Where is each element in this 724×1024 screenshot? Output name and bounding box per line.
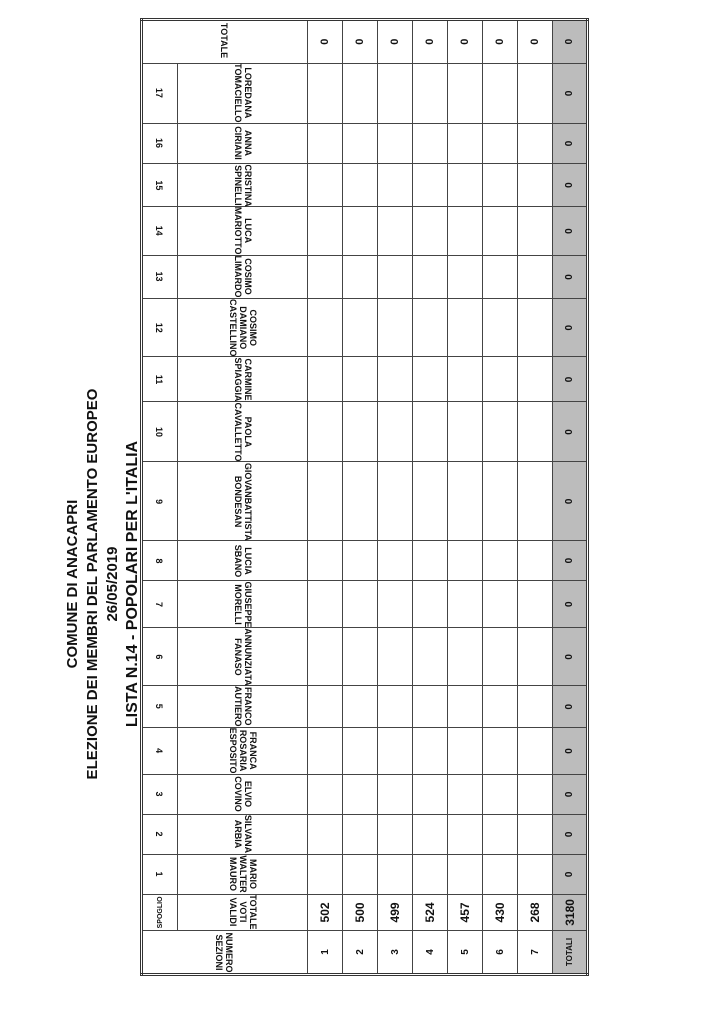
table-row <box>343 19 378 974</box>
spoglio-label: SPOGLIO <box>142 894 178 930</box>
candidate-name: MARIO WALTER MAURO <box>178 854 308 894</box>
candidate-name: LUCA MARIOTTO <box>178 207 308 256</box>
candidate-number: 5 <box>142 686 178 728</box>
candidate-number: 7 <box>142 581 178 628</box>
candidate-number: 11 <box>142 357 178 402</box>
candidate-number: 15 <box>142 163 178 206</box>
vote-cell <box>413 814 448 854</box>
candidate-total: 0 <box>553 727 588 774</box>
vote-cell <box>343 402 378 462</box>
candidate-name: FRANCA ROSARIA ESPOSITO <box>178 727 308 774</box>
candidate-total: 0 <box>553 628 588 686</box>
totals-row <box>553 19 588 974</box>
table-row <box>483 19 518 974</box>
vote-cell <box>518 123 553 163</box>
row-totale: 0 <box>308 19 343 63</box>
validi-header: TOTALE VOTI VALIDI <box>178 894 308 930</box>
candidate-total: 0 <box>553 357 588 402</box>
vote-cell <box>413 402 448 462</box>
vote-cell <box>413 207 448 256</box>
vote-cell <box>518 854 553 894</box>
table-row <box>413 19 448 974</box>
vote-cell <box>448 814 483 854</box>
row-totale: 0 <box>448 19 483 63</box>
candidate-total: 0 <box>553 298 588 357</box>
vote-cell <box>378 402 413 462</box>
vote-cell <box>483 814 518 854</box>
candidate-name: ANNA CIRIANI <box>178 123 308 163</box>
vote-cell <box>378 163 413 206</box>
vote-cell <box>448 462 483 541</box>
vote-cell <box>378 727 413 774</box>
vote-cell <box>378 255 413 298</box>
vote-cell <box>483 541 518 581</box>
table-row <box>448 19 483 974</box>
vote-cell <box>483 163 518 206</box>
candidate-name: LOREDANA TOMACIELLO <box>178 63 308 123</box>
vote-cell <box>448 63 483 123</box>
candidate-total: 0 <box>553 255 588 298</box>
header-numbers-row <box>142 19 178 974</box>
vote-cell <box>308 854 343 894</box>
vote-cell <box>308 774 343 814</box>
vote-cell <box>483 402 518 462</box>
candidate-number: 17 <box>142 63 178 123</box>
vote-cell <box>518 628 553 686</box>
candidate-total: 0 <box>553 207 588 256</box>
vote-cell <box>308 541 343 581</box>
vote-cell <box>378 581 413 628</box>
table-row <box>378 19 413 974</box>
candidate-total: 0 <box>553 402 588 462</box>
voti-validi: 524 <box>413 894 448 930</box>
vote-cell <box>483 298 518 357</box>
vote-cell <box>518 814 553 854</box>
vote-cell <box>413 123 448 163</box>
candidate-name: GIOVANBATTISTA BONDESAN <box>178 462 308 541</box>
candidate-total: 0 <box>553 163 588 206</box>
vote-cell <box>378 628 413 686</box>
vote-cell <box>308 163 343 206</box>
vote-cell <box>343 462 378 541</box>
candidate-total: 0 <box>553 854 588 894</box>
vote-cell <box>378 207 413 256</box>
vote-cell <box>483 207 518 256</box>
candidate-number: 1 <box>142 854 178 894</box>
vote-cell <box>343 854 378 894</box>
vote-cell <box>448 628 483 686</box>
candidate-name: COSIMO LIMARDO <box>178 255 308 298</box>
vote-cell <box>483 123 518 163</box>
candidate-name: FRANCO AUTIERO <box>178 686 308 728</box>
voti-validi: 502 <box>308 894 343 930</box>
candidate-number: 16 <box>142 123 178 163</box>
vote-cell <box>378 298 413 357</box>
candidate-name: LUCIA SBANO <box>178 541 308 581</box>
candidate-number: 13 <box>142 255 178 298</box>
candidate-total: 0 <box>553 63 588 123</box>
vote-cell <box>518 163 553 206</box>
vote-cell <box>413 462 448 541</box>
vote-cell <box>308 123 343 163</box>
candidate-number: 8 <box>142 541 178 581</box>
candidate-number: 2 <box>142 814 178 854</box>
vote-cell <box>378 123 413 163</box>
sezione-number: 5 <box>448 931 483 975</box>
candidate-total: 0 <box>553 541 588 581</box>
vote-cell <box>518 774 553 814</box>
vote-cell <box>308 357 343 402</box>
vote-cell <box>448 298 483 357</box>
vote-cell <box>343 774 378 814</box>
candidate-name: COSIMO DAMIANO CASTELLINO <box>178 298 308 357</box>
vote-cell <box>483 581 518 628</box>
vote-cell <box>343 298 378 357</box>
vote-cell <box>448 774 483 814</box>
vote-cell <box>308 462 343 541</box>
candidate-number: 14 <box>142 207 178 256</box>
vote-cell <box>448 357 483 402</box>
vote-cell <box>378 854 413 894</box>
sezione-number: 7 <box>518 931 553 975</box>
vote-cell <box>413 774 448 814</box>
vote-cell <box>483 774 518 814</box>
vote-cell <box>308 298 343 357</box>
vote-cell <box>308 686 343 728</box>
vote-cell <box>448 402 483 462</box>
vote-cell <box>343 541 378 581</box>
vote-cell <box>343 63 378 123</box>
vote-cell <box>343 581 378 628</box>
sezione-number: 1 <box>308 931 343 975</box>
vote-cell <box>483 628 518 686</box>
vote-cell <box>343 814 378 854</box>
vote-cell <box>413 628 448 686</box>
row-totale: 0 <box>483 19 518 63</box>
row-totale: 0 <box>378 19 413 63</box>
vote-cell <box>483 255 518 298</box>
candidate-name: SILVANA ARBIA <box>178 814 308 854</box>
header-names-row <box>178 19 308 974</box>
vote-cell <box>378 814 413 854</box>
candidate-number: 9 <box>142 462 178 541</box>
vote-cell <box>308 727 343 774</box>
candidate-number: 4 <box>142 727 178 774</box>
candidate-name: ANNUNZIATA FANASO <box>178 628 308 686</box>
candidate-total: 0 <box>553 774 588 814</box>
row-totale: 0 <box>518 19 553 63</box>
vote-cell <box>308 63 343 123</box>
totale-header: TOTALE <box>142 19 308 63</box>
totali-validi: 3180 <box>553 894 588 930</box>
vote-cell <box>413 854 448 894</box>
header-date: 26/05/2019 <box>104 546 121 622</box>
vote-cell <box>448 686 483 728</box>
vote-cell <box>308 402 343 462</box>
vote-cell <box>448 541 483 581</box>
vote-cell <box>343 628 378 686</box>
totali-label: TOTALI <box>553 931 588 975</box>
vote-cell <box>518 207 553 256</box>
vote-cell <box>518 541 553 581</box>
vote-cell <box>483 854 518 894</box>
candidate-number: 3 <box>142 774 178 814</box>
results-table <box>140 18 589 976</box>
candidate-total: 0 <box>553 581 588 628</box>
voti-validi: 268 <box>518 894 553 930</box>
vote-cell <box>308 207 343 256</box>
vote-cell <box>413 63 448 123</box>
vote-cell <box>448 123 483 163</box>
header-lista: LISTA N.14 - POPOLARI PER L'ITALIA <box>124 440 141 728</box>
candidate-name: PAOLA CAVALLETTO <box>178 402 308 462</box>
vote-cell <box>378 63 413 123</box>
candidate-number: 6 <box>142 628 178 686</box>
vote-cell <box>518 357 553 402</box>
vote-cell <box>483 357 518 402</box>
table-row <box>308 19 343 974</box>
table-row <box>518 19 553 974</box>
vote-cell <box>413 541 448 581</box>
vote-cell <box>483 63 518 123</box>
voti-validi: 430 <box>483 894 518 930</box>
vote-cell <box>518 581 553 628</box>
candidate-total: 0 <box>553 462 588 541</box>
vote-cell <box>448 727 483 774</box>
candidate-name: CRISTINA SPINELLI <box>178 163 308 206</box>
vote-cell <box>413 298 448 357</box>
header-elezione: ELEZIONE DEI MEMBRI DEL PARLAMENTO EUROPEO <box>84 388 101 780</box>
vote-cell <box>518 462 553 541</box>
voti-validi: 500 <box>343 894 378 930</box>
vote-cell <box>343 727 378 774</box>
candidate-name: CARMINE SPIAGGIA <box>178 357 308 402</box>
sezione-number: 2 <box>343 931 378 975</box>
sezione-header: NUMERO SEZIONI <box>142 931 308 975</box>
vote-cell <box>483 727 518 774</box>
candidate-total: 0 <box>553 123 588 163</box>
voti-validi: 457 <box>448 894 483 930</box>
vote-cell <box>448 255 483 298</box>
vote-cell <box>413 581 448 628</box>
vote-cell <box>378 541 413 581</box>
candidate-number: 12 <box>142 298 178 357</box>
vote-cell <box>448 581 483 628</box>
vote-cell <box>518 727 553 774</box>
vote-cell <box>448 854 483 894</box>
sezione-number: 4 <box>413 931 448 975</box>
row-totale: 0 <box>413 19 448 63</box>
candidate-total: 0 <box>553 814 588 854</box>
vote-cell <box>483 686 518 728</box>
vote-cell <box>343 686 378 728</box>
vote-cell <box>518 402 553 462</box>
vote-cell <box>448 163 483 206</box>
candidate-name: ELVIO COVINO <box>178 774 308 814</box>
vote-cell <box>308 628 343 686</box>
vote-cell <box>413 255 448 298</box>
vote-cell <box>343 123 378 163</box>
sezione-number: 6 <box>483 931 518 975</box>
vote-cell <box>518 298 553 357</box>
vote-cell <box>378 357 413 402</box>
header-comune: COMUNE DI ANACAPRI <box>64 499 81 669</box>
vote-cell <box>413 686 448 728</box>
grand-totale: 0 <box>553 19 588 63</box>
vote-cell <box>448 207 483 256</box>
candidate-number: 10 <box>142 402 178 462</box>
vote-cell <box>413 727 448 774</box>
vote-cell <box>413 163 448 206</box>
vote-cell <box>378 686 413 728</box>
vote-cell <box>413 357 448 402</box>
vote-cell <box>343 207 378 256</box>
vote-cell <box>518 686 553 728</box>
sezione-number: 3 <box>378 931 413 975</box>
vote-cell <box>308 255 343 298</box>
voti-validi: 499 <box>378 894 413 930</box>
vote-cell <box>378 774 413 814</box>
vote-cell <box>343 357 378 402</box>
vote-cell <box>483 462 518 541</box>
vote-cell <box>378 462 413 541</box>
vote-cell <box>308 814 343 854</box>
candidate-total: 0 <box>553 686 588 728</box>
vote-cell <box>308 581 343 628</box>
row-totale: 0 <box>343 19 378 63</box>
vote-cell <box>343 255 378 298</box>
vote-cell <box>518 63 553 123</box>
vote-cell <box>343 163 378 206</box>
vote-cell <box>518 255 553 298</box>
candidate-name: GIUSEPPE MORELLI <box>178 581 308 628</box>
